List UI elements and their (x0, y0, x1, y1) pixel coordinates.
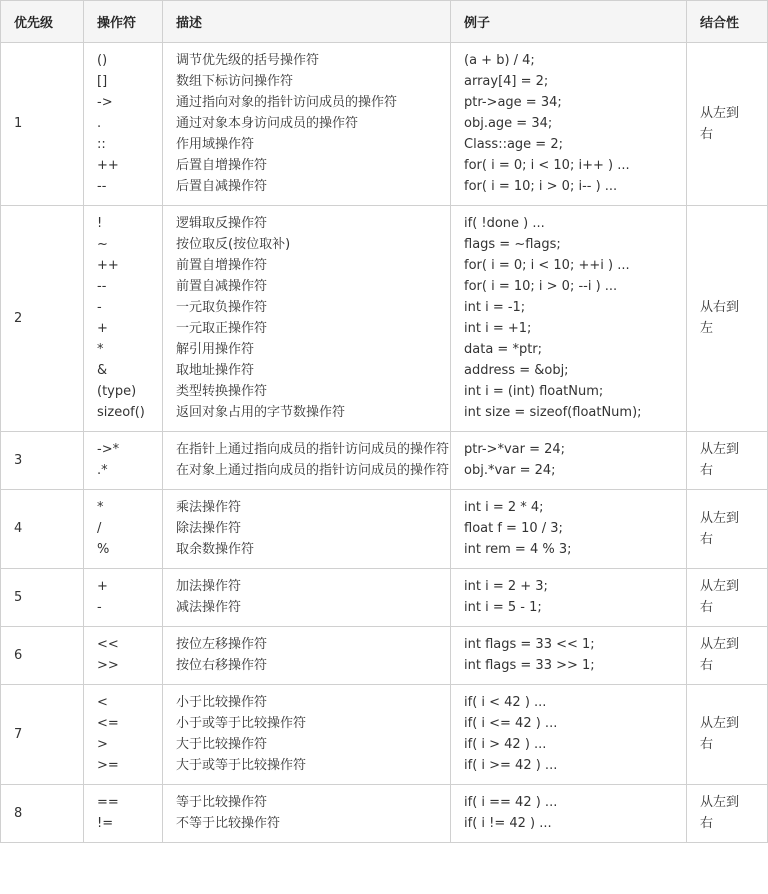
priority-cell (1, 432, 84, 490)
description-cell (163, 432, 451, 490)
header-description: 描述 (163, 1, 451, 43)
priority-cell-line: 6 (14, 647, 23, 663)
description-cell (163, 490, 451, 569)
description-cell-line: 后置自减操作符 (176, 179, 268, 194)
description-cell-line: 返回对象占用的字节数操作符 (176, 405, 346, 420)
example-cell-line: int i = 2 * 4; (464, 500, 544, 515)
operator-cell-line: * (97, 342, 104, 357)
example-cell-line: int i = (int) floatNum; (464, 384, 604, 399)
table-row (1, 569, 768, 627)
description-cell-line: 小于比较操作符 (176, 695, 268, 710)
example-cell (451, 569, 687, 627)
table-row (1, 490, 768, 569)
operator-cell (84, 490, 163, 569)
priority-cell-line: 8 (14, 805, 23, 821)
example-cell (451, 432, 687, 490)
example-cell-line: int rem = 4 % 3; (464, 542, 572, 557)
priority-cell (1, 685, 84, 785)
priority-cell-line: 1 (14, 116, 23, 131)
associativity-cell-line: 从左到右 (700, 510, 740, 547)
operator-cell-line: <= (97, 716, 119, 731)
example-cell-line: int size = sizeof(floatNum); (464, 405, 642, 420)
example-cell-line: for( i = 0; i < 10; ++i ) ... (464, 258, 630, 273)
description-cell-line: 前置自减操作符 (176, 279, 268, 294)
description-cell-line: 按位左移操作符 (176, 637, 268, 652)
example-cell-line: array[4] = 2; (464, 74, 549, 89)
example-cell-line: if( i > 42 ) ... (464, 737, 547, 752)
operator-cell-line: % (97, 542, 110, 557)
header-operator: 操作符 (84, 1, 163, 43)
operator-cell-line: > (97, 737, 108, 752)
priority-cell-line: 3 (14, 452, 23, 468)
description-cell-line: 通过指向对象的指针访问成员的操作符 (176, 95, 398, 110)
description-cell (163, 206, 451, 432)
description-cell-line: 大于比较操作符 (176, 737, 268, 752)
associativity-cell-line: 从左到右 (700, 105, 740, 142)
example-cell (451, 627, 687, 685)
table-row (1, 785, 768, 843)
operator-cell (84, 627, 163, 685)
operator-cell-line: (type) (97, 384, 137, 399)
description-cell-line: 按位取反(按位取补) (176, 237, 291, 252)
description-cell-line: 调节优先级的括号操作符 (176, 53, 320, 68)
operator-cell-line: () (97, 53, 108, 68)
example-cell-line: if( i < 42 ) ... (464, 695, 547, 710)
description-cell-line: 减法操作符 (176, 600, 242, 615)
associativity-cell-line: 从左到右 (700, 442, 740, 478)
operator-cell (84, 206, 163, 432)
description-cell-line: 小于或等于比较操作符 (176, 716, 307, 731)
priority-cell (1, 785, 84, 843)
operator-cell-line: :: (97, 137, 106, 152)
example-cell-line: int i = 2 + 3; (464, 579, 548, 594)
associativity-cell (687, 490, 768, 569)
operator-cell-line: [] (97, 74, 108, 89)
associativity-cell (687, 206, 768, 432)
description-cell-line: 取地址操作符 (176, 363, 255, 378)
operator-cell-line: >> (97, 658, 119, 673)
description-cell-line: 不等于比较操作符 (176, 816, 281, 831)
description-cell-line: 在对象上通过指向成员的指针访问成员的操作符 (176, 463, 450, 478)
description-cell (163, 569, 451, 627)
associativity-cell-line: 从右到左 (700, 300, 740, 336)
table-row (1, 627, 768, 685)
example-cell-line: data = *ptr; (464, 342, 543, 357)
operator-cell-line: + (97, 321, 108, 336)
example-cell-line: (a + b) / 4; (464, 53, 535, 68)
operator-cell-line: - (97, 300, 102, 315)
description-cell-line: 解引用操作符 (176, 342, 255, 357)
description-cell (163, 685, 451, 785)
example-cell (451, 685, 687, 785)
description-cell-line: 取余数操作符 (176, 542, 255, 557)
description-cell-line: 通过对象本身访问成员的操作符 (176, 116, 359, 131)
operator-cell-line: < (97, 695, 108, 710)
description-cell-line: 等于比较操作符 (176, 795, 268, 810)
associativity-cell (687, 432, 768, 490)
operator-cell-line: . (97, 116, 102, 131)
description-cell-line: 后置自增操作符 (176, 158, 268, 173)
operator-cell-line: - (97, 600, 102, 615)
operator-cell-line: * (97, 500, 104, 515)
associativity-cell (687, 685, 768, 785)
header-example: 例子 (451, 1, 687, 43)
operator-cell-line: ~ (97, 237, 108, 252)
description-cell-line: 逻辑取反操作符 (176, 216, 268, 231)
priority-cell (1, 569, 84, 627)
description-cell-line: 一元取负操作符 (176, 300, 268, 315)
priority-cell (1, 43, 84, 206)
table-row (1, 206, 768, 432)
operator-cell (84, 43, 163, 206)
example-cell-line: if( i == 42 ) ... (464, 795, 558, 810)
associativity-cell (687, 43, 768, 206)
example-cell-line: int i = 5 - 1; (464, 600, 542, 615)
operator-cell (84, 432, 163, 490)
example-cell-line: address = &obj; (464, 363, 569, 378)
associativity-cell (687, 785, 768, 843)
example-cell-line: int i = +1; (464, 321, 532, 336)
description-cell-line: 按位右移操作符 (176, 658, 268, 673)
example-cell-line: float f = 10 / 3; (464, 521, 563, 536)
description-cell (163, 627, 451, 685)
associativity-cell-line: 从左到右 (700, 795, 740, 831)
description-cell-line: 乘法操作符 (176, 500, 242, 515)
priority-cell (1, 627, 84, 685)
operator-cell-line: ! (97, 216, 103, 231)
example-cell-line: int flags = 33 >> 1; (464, 658, 595, 673)
priority-cell (1, 206, 84, 432)
operator-cell-line: sizeof() (97, 405, 145, 420)
example-cell (451, 43, 687, 206)
operator-cell-line: / (97, 521, 102, 536)
example-cell-line: for( i = 10; i > 0; --i ) ... (464, 279, 618, 294)
associativity-cell-line: 从左到右 (700, 579, 740, 615)
operator-cell (84, 685, 163, 785)
example-cell-line: obj.age = 34; (464, 116, 553, 131)
operator-cell-line: -> (97, 95, 113, 110)
associativity-cell-line: 从左到右 (700, 637, 740, 673)
table-header-row (1, 1, 768, 43)
example-cell (451, 785, 687, 843)
priority-cell-line: 2 (14, 310, 23, 326)
header-associativity: 结合性 (687, 1, 768, 43)
description-cell-line: 在指针上通过指向成员的指针访问成员的操作符 (176, 442, 450, 457)
table-row (1, 43, 768, 206)
table-row (1, 432, 768, 490)
example-cell-line: for( i = 0; i < 10; i++ ) ... (464, 158, 630, 173)
example-cell-line: int flags = 33 << 1; (464, 637, 595, 652)
description-cell (163, 785, 451, 843)
associativity-cell (687, 569, 768, 627)
example-cell (451, 490, 687, 569)
example-cell-line: Class::age = 2; (464, 137, 563, 152)
example-cell-line: if( i != 42 ) ... (464, 816, 552, 831)
example-cell-line: ptr->*var = 24; (464, 442, 566, 457)
description-cell-line: 数组下标访问操作符 (176, 74, 294, 89)
operator-cell-line: -- (97, 279, 107, 294)
description-cell (163, 43, 451, 206)
description-cell-line: 类型转换操作符 (176, 384, 268, 399)
operator-cell-line: != (97, 816, 114, 831)
example-cell-line: flags = ~flags; (464, 237, 561, 252)
operator-cell-line: << (97, 637, 119, 652)
operator-cell-line: ++ (97, 258, 119, 273)
example-cell-line: int i = -1; (464, 300, 526, 315)
operator-cell-line: .* (97, 463, 108, 478)
header-priority: 优先级 (1, 1, 84, 43)
operator-cell-line: -- (97, 179, 107, 194)
example-cell (451, 206, 687, 432)
operator-cell (84, 569, 163, 627)
example-cell-line: ptr->age = 34; (464, 95, 562, 110)
description-cell-line: 作用域操作符 (176, 137, 255, 152)
example-cell-line: if( !done ) ... (464, 216, 545, 231)
associativity-cell-line: 从左到右 (700, 716, 740, 752)
priority-cell (1, 490, 84, 569)
example-cell-line: obj.*var = 24; (464, 463, 556, 478)
operator-cell (84, 785, 163, 843)
operator-cell-line: ++ (97, 158, 119, 173)
operator-cell-line: >= (97, 758, 119, 773)
priority-cell-line: 4 (14, 521, 23, 536)
description-cell-line: 一元取正操作符 (176, 321, 268, 336)
operator-cell-line: ->* (97, 442, 120, 457)
operator-cell-line: + (97, 579, 108, 594)
description-cell-line: 前置自增操作符 (176, 258, 268, 273)
description-cell-line: 加法操作符 (176, 579, 242, 594)
operator-cell-line: == (97, 795, 119, 810)
table-row (1, 685, 768, 785)
operator-cell-line: & (97, 363, 108, 378)
priority-cell-line: 7 (14, 726, 23, 742)
description-cell-line: 大于或等于比较操作符 (176, 758, 307, 773)
example-cell-line: for( i = 10; i > 0; i-- ) ... (464, 179, 618, 194)
description-cell-line: 除法操作符 (176, 521, 242, 536)
example-cell-line: if( i >= 42 ) ... (464, 758, 558, 773)
priority-cell-line: 5 (14, 589, 23, 605)
associativity-cell (687, 627, 768, 685)
example-cell-line: if( i <= 42 ) ... (464, 716, 558, 731)
